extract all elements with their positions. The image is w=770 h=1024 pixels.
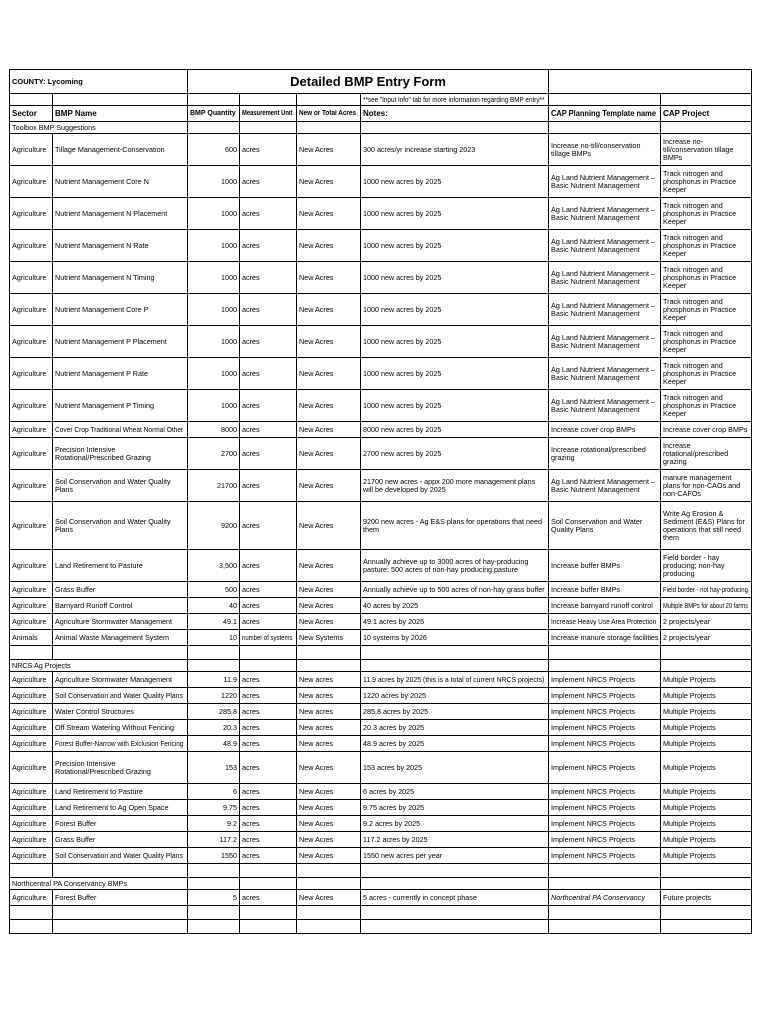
new-total-cell: New Acres <box>297 832 361 848</box>
cap-template-cell: Implement NRCS Projects <box>549 832 661 848</box>
bmp-name-cell: Nutrient Management P Placement <box>53 326 188 358</box>
table-row <box>10 582 752 598</box>
unit-cell: acres <box>240 134 297 166</box>
table-row <box>10 326 752 358</box>
cap-template-cell: Implement NRCS Projects <box>549 736 661 752</box>
notes-cell: 1000 new acres by 2025 <box>361 198 549 230</box>
quantity-cell: 500 <box>188 582 240 598</box>
bmp-name-cell: Soil Conservation and Water Quality Plans <box>53 502 188 550</box>
new-total-cell: New Acres <box>297 502 361 550</box>
table-row <box>10 614 752 630</box>
notes-cell: 21700 new acres - appx 200 more management plans will be developed by 2025 <box>361 470 549 502</box>
cap-project-cell: 2 projects/year <box>661 630 752 646</box>
cap-project-cell: Increase cover crop BMPs <box>661 422 752 438</box>
unit-cell: acres <box>240 294 297 326</box>
cap-project-cell: Track nitrogen and phosphorus in Practice Keeper <box>661 390 752 422</box>
notes-cell: 300 acres/yr increase starting 2023 <box>361 134 549 166</box>
cap-template-cell: Implement NRCS Projects <box>549 688 661 704</box>
cap-template-cell: Implement NRCS Projects <box>549 752 661 784</box>
new-total-cell: New Acres <box>297 752 361 784</box>
page-title: Detailed BMP Entry Form <box>188 70 549 94</box>
col-header-bmp-name: BMP Name <box>53 106 188 122</box>
unit-cell: acres <box>240 672 297 688</box>
sector-cell: Agriculture <box>10 704 53 720</box>
new-total-cell: New Acres <box>297 800 361 816</box>
notes-cell: 285.8 acres by 2025 <box>361 704 549 720</box>
cap-template-cell: Increase barnyard runoff control <box>549 598 661 614</box>
sector-cell: Agriculture <box>10 582 53 598</box>
section-header-row <box>10 878 752 890</box>
quantity-cell: 1000 <box>188 166 240 198</box>
cap-template-cell: Soil Conservation and Water Quality Plans <box>549 502 661 550</box>
bmp-name-cell: Agriculture Stormwater Management <box>53 672 188 688</box>
bmp-name-cell: Off Stream Watering Without Fencing <box>53 720 188 736</box>
cap-template-cell: Implement NRCS Projects <box>549 704 661 720</box>
bmp-name-cell: Forest Buffer <box>53 890 188 906</box>
unit-cell: acres <box>240 166 297 198</box>
new-total-cell: New Acres <box>297 438 361 470</box>
bmp-name-cell: Land Retirement to Pasture <box>53 784 188 800</box>
quantity-cell: 1550 <box>188 848 240 864</box>
new-total-cell: New Acres <box>297 134 361 166</box>
table-row <box>10 550 752 582</box>
cap-project-cell: Multiple Projects <box>661 736 752 752</box>
cap-project-cell: Track nitrogen and phosphorus in Practice Keeper <box>661 230 752 262</box>
notes-cell: 1000 new acres by 2025 <box>361 294 549 326</box>
cap-project-cell: Multiple Projects <box>661 848 752 864</box>
notes-cell: 1550 new acres per year <box>361 848 549 864</box>
cap-template-cell: Ag Land Nutrient Management – Basic Nutrient Management <box>549 166 661 198</box>
table-row <box>10 800 752 816</box>
sector-cell: Agriculture <box>10 752 53 784</box>
bmp-name-cell: Grass Buffer <box>53 832 188 848</box>
new-total-cell: New Acres <box>297 294 361 326</box>
cap-template-cell: Implement NRCS Projects <box>549 848 661 864</box>
sector-cell: Agriculture <box>10 784 53 800</box>
quantity-cell: 21700 <box>188 470 240 502</box>
notes-cell: 9200 new acres - Ag E&S plans for operations that need them <box>361 502 549 550</box>
table-row <box>10 262 752 294</box>
cap-template-cell: Ag Land Nutrient Management – Basic Nutrient Management <box>549 294 661 326</box>
quantity-cell: 117.2 <box>188 832 240 848</box>
unit-cell: acres <box>240 816 297 832</box>
bmp-name-cell: Soil Conservation and Water Quality Plans <box>53 848 188 864</box>
quantity-cell: 49.1 <box>188 614 240 630</box>
sector-cell: Agriculture <box>10 470 53 502</box>
unit-cell: acres <box>240 502 297 550</box>
sector-cell: Agriculture <box>10 800 53 816</box>
note-header: **see "Input Info" tab for more information regarding BMP entry** <box>361 94 549 106</box>
col-header-quantity: BMP Quantity <box>188 106 240 122</box>
table-row <box>10 672 752 688</box>
sector-cell: Agriculture <box>10 550 53 582</box>
bmp-name-cell: Precision Intensive Rotational/Prescribed Grazing <box>53 752 188 784</box>
quantity-cell: 40 <box>188 598 240 614</box>
quantity-cell: 3,500 <box>188 550 240 582</box>
bmp-name-cell: Barnyard Runoff Control <box>53 598 188 614</box>
cap-template-cell: Increase cover crop BMPs <box>549 422 661 438</box>
cap-project-cell: Track nitrogen and phosphorus in Practice Keeper <box>661 358 752 390</box>
cap-project-cell: Multiple Projects <box>661 832 752 848</box>
notes-cell: 11.9 acres by 2025 (this is a total of current NRCS projects) <box>361 672 549 688</box>
table-row <box>10 294 752 326</box>
sector-cell: Agriculture <box>10 390 53 422</box>
sector-cell: Agriculture <box>10 890 53 906</box>
unit-cell: acres <box>240 752 297 784</box>
spacer-row <box>10 646 752 660</box>
table-row <box>10 358 752 390</box>
sector-cell: Agriculture <box>10 326 53 358</box>
bmp-name-cell: Nutrient Management N Placement <box>53 198 188 230</box>
table-row <box>10 720 752 736</box>
table-row <box>10 198 752 230</box>
notes-cell: 1000 new acres by 2025 <box>361 230 549 262</box>
table-row <box>10 134 752 166</box>
section-label: Toolbox BMP Suggestions <box>10 122 188 134</box>
cap-project-cell: manure management plans for non-CAOs and non-CAFOs <box>661 470 752 502</box>
unit-cell: acres <box>240 326 297 358</box>
cap-template-cell: Implement NRCS Projects <box>549 720 661 736</box>
new-total-cell: New Acres <box>297 470 361 502</box>
sector-cell: Agriculture <box>10 438 53 470</box>
unit-cell: acres <box>240 438 297 470</box>
cap-template-cell: Ag Land Nutrient Management – Basic Nutrient Management <box>549 326 661 358</box>
cap-template-cell: Increase buffer BMPs <box>549 582 661 598</box>
table-row <box>10 438 752 470</box>
bmp-name-cell: Cover Crop Traditional Wheat Normal Other <box>53 422 188 438</box>
quantity-cell: 10 <box>188 630 240 646</box>
unit-cell: acres <box>240 832 297 848</box>
quantity-cell: 11.9 <box>188 672 240 688</box>
quantity-cell: 1220 <box>188 688 240 704</box>
table-row <box>10 704 752 720</box>
cap-template-cell: Increase rotational/prescribed grazing <box>549 438 661 470</box>
cap-template-cell: Ag Land Nutrient Management – Basic Nutrient Management <box>549 358 661 390</box>
section-header-row <box>10 122 752 134</box>
quantity-cell: 1000 <box>188 326 240 358</box>
bmp-entry-sheet <box>9 69 751 934</box>
cap-template-cell: Ag Land Nutrient Management – Basic Nutrient Management <box>549 470 661 502</box>
table-row <box>10 848 752 864</box>
section-label: Northcentral PA Conservancy BMPs <box>10 878 188 890</box>
unit-cell: acres <box>240 358 297 390</box>
sector-cell: Agriculture <box>10 816 53 832</box>
cap-project-cell: Multiple Projects <box>661 800 752 816</box>
new-total-cell: New acres <box>297 688 361 704</box>
notes-cell: 9.2 acres by 2025 <box>361 816 549 832</box>
sector-cell: Agriculture <box>10 736 53 752</box>
unit-cell: acres <box>240 262 297 294</box>
spacer-row <box>10 864 752 878</box>
new-total-cell: New Acres <box>297 262 361 294</box>
quantity-cell: 2700 <box>188 438 240 470</box>
cap-project-cell: Track nitrogen and phosphorus in Practice Keeper <box>661 198 752 230</box>
quantity-cell: 9200 <box>188 502 240 550</box>
cap-project-cell: Multiple Projects <box>661 752 752 784</box>
cap-project-cell: Track nitrogen and phosphorus in Practice Keeper <box>661 326 752 358</box>
notes-cell: 8000 new acres by 2025 <box>361 422 549 438</box>
cap-project-cell: Increase rotational/prescribed grazing <box>661 438 752 470</box>
bmp-name-cell: Forest Buffer-Narrow with Exclusion Fencing <box>53 736 188 752</box>
sector-cell: Agriculture <box>10 720 53 736</box>
notes-cell: Annually achieve up to 500 acres of non-hay grass buffer <box>361 582 549 598</box>
table-row <box>10 832 752 848</box>
cap-project-cell: Future projects <box>661 890 752 906</box>
new-total-cell: New Acres <box>297 848 361 864</box>
quantity-cell: 1000 <box>188 390 240 422</box>
table-row <box>10 470 752 502</box>
new-total-cell: New Acres <box>297 230 361 262</box>
bmp-name-cell: Land Retirement to Pasture <box>53 550 188 582</box>
table-row <box>10 422 752 438</box>
table-row <box>10 752 752 784</box>
spacer-row <box>10 920 752 934</box>
quantity-cell: 5 <box>188 890 240 906</box>
cap-project-cell: Write Ag Erosion & Sediment (E&S) Plans for operations that still need them <box>661 502 752 550</box>
new-total-cell: New Acres <box>297 550 361 582</box>
notes-cell: 1000 new acres by 2025 <box>361 166 549 198</box>
section-header-row <box>10 660 752 672</box>
quantity-cell: 1000 <box>188 262 240 294</box>
table-row <box>10 736 752 752</box>
cap-project-cell: Multiple Projects <box>661 784 752 800</box>
title-spacer <box>549 70 752 94</box>
quantity-cell: 9.75 <box>188 800 240 816</box>
unit-cell: acres <box>240 704 297 720</box>
cap-template-cell: Increase Heavy Use Area Protection <box>549 614 661 630</box>
cap-template-cell: Implement NRCS Projects <box>549 800 661 816</box>
sector-cell: Agriculture <box>10 422 53 438</box>
table-row <box>10 230 752 262</box>
new-total-cell: New acres <box>297 736 361 752</box>
bmp-name-cell: Tillage Management-Conservation <box>53 134 188 166</box>
sector-cell: Agriculture <box>10 832 53 848</box>
new-total-cell: New Acres <box>297 326 361 358</box>
sector-cell: Agriculture <box>10 688 53 704</box>
sector-cell: Agriculture <box>10 262 53 294</box>
quantity-cell: 285.8 <box>188 704 240 720</box>
unit-cell: acres <box>240 422 297 438</box>
cap-template-cell: Ag Land Nutrient Management – Basic Nutrient Management <box>549 262 661 294</box>
bmp-name-cell: Nutrient Management Core N <box>53 166 188 198</box>
new-total-cell: New Acres <box>297 166 361 198</box>
col-header-notes: Notes: <box>361 106 549 122</box>
cap-template-cell: Ag Land Nutrient Management – Basic Nutrient Management <box>549 198 661 230</box>
cap-project-cell: Track nitrogen and phosphorus in Practice Keeper <box>661 294 752 326</box>
unit-cell: number of systems <box>240 630 297 646</box>
sector-cell: Agriculture <box>10 294 53 326</box>
unit-cell: acres <box>240 848 297 864</box>
new-total-cell: New acres <box>297 704 361 720</box>
notes-cell: 153 acres by 2025 <box>361 752 549 784</box>
bmp-name-cell: Precision Intensive Rotational/Prescribed Grazing <box>53 438 188 470</box>
table-row <box>10 890 752 906</box>
table-row <box>10 390 752 422</box>
cap-project-cell: Multiple Projects <box>661 720 752 736</box>
unit-cell: acres <box>240 614 297 630</box>
col-header-new-total: New or Total Acres <box>297 106 361 122</box>
cap-template-cell: Increase manure storage facilities <box>549 630 661 646</box>
sector-cell: Agriculture <box>10 166 53 198</box>
sector-cell: Agriculture <box>10 134 53 166</box>
new-total-cell: New Acres <box>297 598 361 614</box>
bmp-name-cell: Nutrient Management P Rate <box>53 358 188 390</box>
sector-cell: Agriculture <box>10 848 53 864</box>
new-total-cell: New Acres <box>297 784 361 800</box>
notes-cell: 6 acres by 2025 <box>361 784 549 800</box>
sector-cell: Animals <box>10 630 53 646</box>
table-row <box>10 816 752 832</box>
unit-cell: acres <box>240 736 297 752</box>
bmp-name-cell: Soil Conservation and Water Quality Plans <box>53 688 188 704</box>
cap-project-cell: Field border - not hay-producing <box>661 582 752 598</box>
notes-cell: 48.9 acres by 2025 <box>361 736 549 752</box>
table-row <box>10 688 752 704</box>
unit-cell: acres <box>240 800 297 816</box>
unit-cell: acres <box>240 550 297 582</box>
cap-template-cell: Implement NRCS Projects <box>549 816 661 832</box>
quantity-cell: 1000 <box>188 198 240 230</box>
notes-cell: 2700 new acres by 2025 <box>361 438 549 470</box>
notes-cell: Annually achieve up to 3000 acres of hay-producing pasture; 500 acres of non-hay producing pasture <box>361 550 549 582</box>
table-row <box>10 166 752 198</box>
sector-cell: Agriculture <box>10 198 53 230</box>
sector-cell: Agriculture <box>10 502 53 550</box>
cap-project-cell: Track nitrogen and phosphorus in Practice Keeper <box>661 262 752 294</box>
unit-cell: acres <box>240 390 297 422</box>
sector-cell: Agriculture <box>10 672 53 688</box>
col-header-sector: Sector <box>10 106 53 122</box>
quantity-cell: 20.3 <box>188 720 240 736</box>
new-total-cell: New acres <box>297 720 361 736</box>
sector-cell: Agriculture <box>10 230 53 262</box>
quantity-cell: 600 <box>188 134 240 166</box>
cap-template-cell: Ag Land Nutrient Management – Basic Nutrient Management <box>549 230 661 262</box>
unit-cell: acres <box>240 720 297 736</box>
quantity-cell: 9.2 <box>188 816 240 832</box>
notes-cell: 5 acres - currently in concept phase <box>361 890 549 906</box>
new-total-cell: New Acres <box>297 816 361 832</box>
unit-cell: acres <box>240 598 297 614</box>
unit-cell: acres <box>240 198 297 230</box>
bmp-name-cell: Forest Buffer <box>53 816 188 832</box>
table-row <box>10 784 752 800</box>
bmp-name-cell: Nutrient Management P Timing <box>53 390 188 422</box>
new-total-cell: New Acres <box>297 390 361 422</box>
cap-project-cell: Multiple Projects <box>661 816 752 832</box>
quantity-cell: 6 <box>188 784 240 800</box>
sector-cell: Agriculture <box>10 598 53 614</box>
quantity-cell: 153 <box>188 752 240 784</box>
quantity-cell: 8000 <box>188 422 240 438</box>
county-label: COUNTY: Lycoming <box>10 70 188 94</box>
cap-project-cell: Multiple BMPs for about 20 farms <box>661 598 752 614</box>
col-header-cap-project: CAP Project <box>661 106 752 122</box>
quantity-cell: 1000 <box>188 230 240 262</box>
bmp-name-cell: Land Retirement to Ag Open Space <box>53 800 188 816</box>
table-row <box>10 630 752 646</box>
bmp-name-cell: Water Control Structures <box>53 704 188 720</box>
bmp-name-cell: Nutrient Management N Rate <box>53 230 188 262</box>
unit-cell: acres <box>240 582 297 598</box>
new-total-cell: New acres <box>297 672 361 688</box>
new-total-cell: New Systems <box>297 630 361 646</box>
cap-template-cell: Ag Land Nutrient Management – Basic Nutrient Management <box>549 390 661 422</box>
new-total-cell: New Acres <box>297 614 361 630</box>
notes-cell: 117.2 acres by 2025 <box>361 832 549 848</box>
quantity-cell: 1000 <box>188 294 240 326</box>
new-total-cell: New Acres <box>297 582 361 598</box>
bmp-name-cell: Animal Waste Management System <box>53 630 188 646</box>
unit-cell: acres <box>240 470 297 502</box>
quantity-cell: 48.9 <box>188 736 240 752</box>
table-row <box>10 598 752 614</box>
bmp-name-cell: Soil Conservation and Water Quality Plans <box>53 470 188 502</box>
new-total-cell: New Acres <box>297 198 361 230</box>
section-label: NRCS Ag Projects <box>10 660 188 672</box>
cap-template-cell: Increase no-till/conservation tillage BMPs <box>549 134 661 166</box>
sector-cell: Agriculture <box>10 358 53 390</box>
notes-cell: 49.1 acres by 2025 <box>361 614 549 630</box>
notes-cell: 40 acres by 2025 <box>361 598 549 614</box>
new-total-cell: New Acres <box>297 358 361 390</box>
bmp-name-cell: Nutrient Management N Timing <box>53 262 188 294</box>
cap-project-cell: Multiple Projects <box>661 672 752 688</box>
cap-project-cell: Multiple Projects <box>661 704 752 720</box>
sector-cell: Agriculture <box>10 614 53 630</box>
col-header-unit: Measurement Unit <box>240 106 297 122</box>
table-row <box>10 502 752 550</box>
cap-project-cell: Increase no-till/conservation tillage BMPs <box>661 134 752 166</box>
cap-template-cell: Northcentral PA Conservancy <box>549 890 661 906</box>
bmp-name-cell: Nutrient Management Core P <box>53 294 188 326</box>
cap-project-cell: 2 projects/year <box>661 614 752 630</box>
notes-cell: 9.75 acres by 2025 <box>361 800 549 816</box>
cap-project-cell: Multiple Projects <box>661 688 752 704</box>
notes-cell: 1000 new acres by 2025 <box>361 390 549 422</box>
notes-cell: 1000 new acres by 2025 <box>361 262 549 294</box>
notes-cell: 1000 new acres by 2025 <box>361 326 549 358</box>
bmp-table <box>9 69 752 934</box>
unit-cell: acres <box>240 784 297 800</box>
cap-template-cell: Implement NRCS Projects <box>549 784 661 800</box>
spacer-row <box>10 906 752 920</box>
cap-template-cell: Increase buffer BMPs <box>549 550 661 582</box>
unit-cell: acres <box>240 230 297 262</box>
new-total-cell: New Acres <box>297 422 361 438</box>
bmp-name-cell: Agriculture Stormwater Management <box>53 614 188 630</box>
cap-project-cell: Track nitrogen and phosphorus in Practice Keeper <box>661 166 752 198</box>
cap-project-cell: Field border - hay producing; non-hay producing <box>661 550 752 582</box>
new-total-cell: New Acres <box>297 890 361 906</box>
unit-cell: acres <box>240 890 297 906</box>
bmp-name-cell: Grass Buffer <box>53 582 188 598</box>
cap-template-cell: Implement NRCS Projects <box>549 672 661 688</box>
unit-cell: acres <box>240 688 297 704</box>
notes-cell: 1220 acres by 2025 <box>361 688 549 704</box>
notes-cell: 20.3 acres by 2025 <box>361 720 549 736</box>
quantity-cell: 1000 <box>188 358 240 390</box>
notes-cell: 10 systems by 2026 <box>361 630 549 646</box>
col-header-cap-template: CAP Planning Template name <box>549 106 661 122</box>
notes-cell: 1000 new acres by 2025 <box>361 358 549 390</box>
